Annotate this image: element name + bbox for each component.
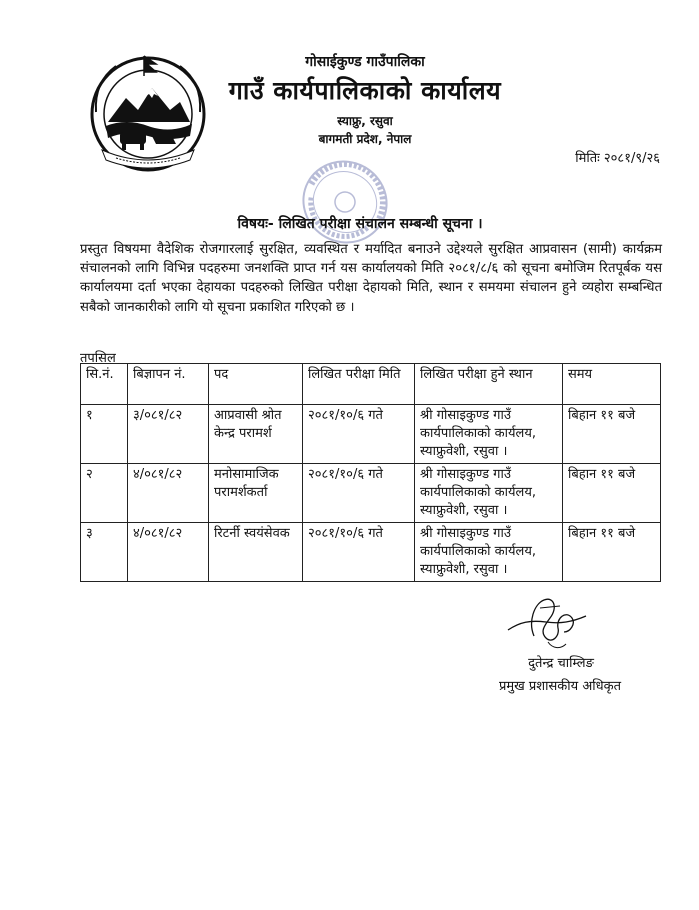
- cell-exam-venue: श्री गोसाइकुण्ड गाउँ कार्यपालिकाको कार्यलय, स्याफ्रुवेशी, रसुवा ।: [415, 464, 563, 523]
- cell-serial: १: [81, 405, 128, 464]
- cell-ad-number: ३/०८१/८२: [128, 405, 209, 464]
- government-emblem: [86, 52, 210, 172]
- signer-title: प्रमुख प्रशासकीय अधिकृत: [498, 679, 622, 694]
- table-row: [81, 405, 661, 464]
- table-row: [81, 464, 661, 523]
- address-line-1: स्याफ्रु, रसुवा: [337, 114, 393, 128]
- handwritten-signature: [500, 592, 590, 652]
- column-header-time: समय: [563, 364, 661, 405]
- column-header-exam-date: लिखित परीक्षा मिति: [303, 364, 415, 405]
- cell-time: बिहान ११ बजे: [563, 405, 661, 464]
- column-header-ad-number: बिज्ञापन नं.: [128, 364, 209, 405]
- office-stamp: [285, 152, 405, 252]
- column-header-post: पद: [209, 364, 303, 405]
- table-caption: तपसिल: [80, 351, 116, 366]
- address-line-2: बागमती प्रदेश, नेपाल: [318, 132, 412, 146]
- office-name: गाउँ कार्यपालिकाको कार्यालय: [228, 76, 502, 105]
- cell-exam-date: २०८१/१०/६ गते: [303, 464, 415, 523]
- cell-serial: ३: [81, 523, 128, 582]
- cell-exam-date: २०८१/१०/६ गते: [303, 405, 415, 464]
- cell-exam-venue: श्री गोसाइकुण्ड गाउँ कार्यपालिकाको कार्यलय, स्याफ्रुवेशी, रसुवा ।: [415, 405, 563, 464]
- notice-date: मितिः २०८१/९/२६: [575, 151, 660, 166]
- table-row: [81, 523, 661, 582]
- exam-schedule-table: [80, 363, 661, 582]
- cell-time: बिहान ११ बजे: [563, 464, 661, 523]
- cell-post: मनोसामाजिक परामर्शकर्ता: [209, 464, 303, 523]
- signer-name: दुतेन्द्र चाम्लिङ: [528, 656, 594, 671]
- cell-ad-number: ४/०८१/८२: [128, 464, 209, 523]
- municipality-name: गोसाईकुण्ड गाउँपालिका: [305, 54, 425, 70]
- cell-exam-venue: श्री गोसाइकुण्ड गाउँ कार्यपालिकाको कार्यलय, स्याफ्रुवेशी, रसुवा ।: [415, 523, 563, 582]
- cell-ad-number: ४/०८१/८२: [128, 523, 209, 582]
- cell-post: रिटर्नी स्वयंसेवक: [209, 523, 303, 582]
- column-header-exam-venue: लिखित परीक्षा हुने स्थान: [415, 364, 563, 405]
- column-header-serial: सि.नं.: [81, 364, 128, 405]
- table-header-row: [81, 364, 661, 405]
- cell-serial: २: [81, 464, 128, 523]
- cell-exam-date: २०८१/१०/६ गते: [303, 523, 415, 582]
- cell-time: बिहान ११ बजे: [563, 523, 661, 582]
- notice-body: प्रस्तुत विषयमा वैदेशिक रोजगारलाई सुरक्षित, व्यवस्थित र मर्यादित बनाउने उद्देश्यले सुरक्षित आप्रवासन (सामी) कार्यक्रम संचालनको लागि विभिन्न पदहरुमा जनशक्ति प्राप्त गर्न यस कार्यालयको मिति २०८१/८/६ को सूचना बमोजिम रितपूर्बक यस कार्यालयमा दर्ता भएका देहायका पदहरुको लिखित परीक्षा देहायको मिति, स्थान र समयमा संचालन हुने व्यहोरा सम्बन्धित सबैको जानकारीको लागि यो सूचना प्रकाशित गरिएको छ ।: [80, 242, 662, 315]
- cell-post: आप्रवासी श्रोत केन्द्र परामर्श: [209, 405, 303, 464]
- notice-subject: विषयः- लिखित परीक्षा संचालन सम्बन्धी सूचना ।: [237, 216, 483, 232]
